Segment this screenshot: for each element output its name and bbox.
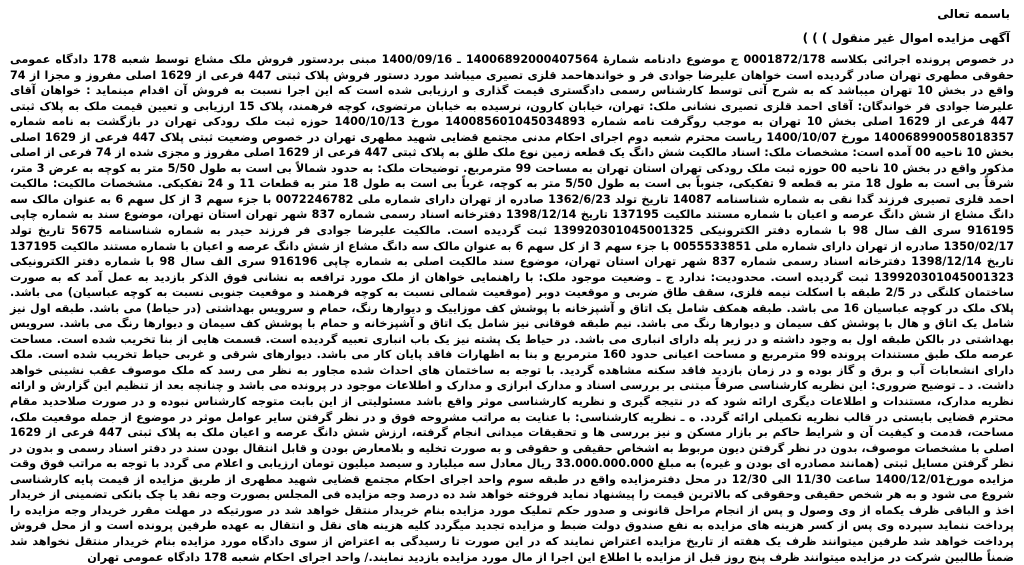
notice-body-text: در خصوص پرونده اجرائی بکلاسه 0001872/178 ج موضوع دادنامه شمارۀ 14006892000407564 ـ 1400/09/16 مبنی بردستور فروش ملک مشاع توسط شعبه 178 دادگاه عمومی حقوقی مطهری تهران صادر گردیده است خواهان علیرضا جوادی فر و خواندهاحمد قلزی تصیری میباشد مورد دستور فروش پلاک ثبتی 447 فرعی از 1629 اصلی مفروز و مجزا از 74 واقع در بخش 10 تهران میباشد که به شرح آتی توسط کارشناس رسمی دادگستری قیمت گذاری و ارزیابی شده است که این اجرا نسبت به فروش آن اقدام مینماید : خواهان آقای علیرضا جوادی فر خواندگان: آقای احمد قلزی تصیری نشانی ملک: تهران، خیابان کارون، نرسیده به خیابان مرتضوی، کوچه فرهمند، پلاک 15 ارزیابی و تعیین قیمت ملک به پلاک ثبتی 447 فرعی از 1629 اصلی بخش 10 تهران به موجب روگرفت نامه شماره 140085601045034893 مورخ 1400/10/13 حوزه ثبت ملک رودکی تهران در بازگشت به نامه شماره 140068990058018357 مورخ 1400/10/07 ریاست محترم شعبه دوم اجرای احکام مدنی مجتمع قضایی شهید مطهری تهران در خصوص وضعیت ثبتی پلاک 447 فرعی از 1629 اصلی بخش 10 ناحیه 00 آمده است: مشخصات ملک: اسناد مالکیت شش دانگ یک قطعه زمین نوع ملک طلق به پلاک ثبتی 447 فرعی از 1629 اصلی مفروز و مجزی شده از 74 فرعی از اصلی مذکور واقع در بخش 10 ناحیه 00 حوزه ثبت ملک رودکی تهران استان تهران به مساحت 99 مترمربع. توضیحات ملک: به حدود شمالاً بی است به طول 5/50 متر به کوچه به عرض 3 متر، شرقاً بی است به طول 18 متر به قطعه 9 تفکیکی، جنوباً بی است به طول 5/50 متر به کوچه، غرباً بی است به طول 18 متر به قطعات 11 و 24 تفکیکی. مشخصات مالکیت: مالکیت احمد قلزی تصیری فرزند گدا نقی به شماره شناسنامه 14087 تاریخ تولد 1362/6/23 صادره از تهران دارای شماره ملی 0072246782 با جزء سهم 3 از کل سهم 6 به عنوان مالک سه دانگ مشاع از شش دانگ عرصه و اعیان با شماره مستند مالکیت 137195 تاریخ 1398/12/14 دفترخانه اسناد رسمی شماره 837 شهر تهران استان تهران، موضوع سند به شماره چاپی 916195 سری الف سال 98 با شماره دفتر الکترونیکی 139920301045001325 ثبت گردیده است. مالکیت علیرضا جوادی فر فرزند حیدر به شماره شناسنامه 5675 تاریخ تولد 1350/02/17 صادره از تهران دارای شماره ملی 0055533851 با جزء سهم 3 از کل سهم 6 به عنوان مالک سه دانگ مشاع از شش دانگ عرصه و اعیان با شماره مستند مالکیت 137195 تاریخ 1398/12/14 دفترخانه اسناد رسمی شماره 837 شهر تهران استان تهران، موضوع سند مالکیت اصلی به شماره چاپی 916196 سری الف سال 98 با شماره دفتر الکترونیکی 139920301045001323 ثبت گردیده است. محدودیت: ندارد ج ـ وضعیت موجود ملک: با راهنمایی خواهان از ملک مورد ترافعه به نشانی فوق الذکر بازدید به عمل آمد که به صورت ساختمان کلنگی در 2/5 طبقه با اسکلت نیمه فلزی، سقف طاق ضربی و موقعیت دوبر (موقعیت شمالی نسبت به کوچه فرهمند و موقعیت جنوبی نسبت به کوچه عباسیان) می باشد. پلاک ملک در کوچه عباسیان 16 می باشد. طبقه همکف شامل یک اتاق و آشپزخانه با پوشش کف موزاییک و دیوارها رنگ، حمام و سرویس بهداشتی (در حیاط) می باشد. طبقه اول نیز شامل یک اتاق و هال با پوشش کف سیمان و دیوارها رنگ می باشد. نیم طبقه فوقانی نیز شامل یک اتاق و آشپزخانه و حمام با پوشش کف سیمان و دیوارها رنگ می باشد. سرویس بهداشتی در بالکن طبقه اول به وجود داشته و در زیر پله دارای انباری می باشد. در حیاط یک پشته نیز یک باب انباری تعبیه گردیده است. قسمت هایی از بنا تخریب شده است. مساحت عرصه ملک طبق مستندات پرونده 99 مترمربع و مساحت اعیانی حدود 160 مترمربع و بنا به اظهارات فاقد پایان کار می باشد. دیوارهای شرقی و غربی حیاط تخریب شده است. ملک دارای انشعابات آب و برق و گاز بوده و در زمان بازدید فاقد سکنه مشاهده گردید. با توجه به ساختمان های احداث شده مجاور به نظر می رسد که ملک موصوف عقب نشینی خواهد داشت. د ـ توضیح ضروری: این نظریه کارشناسی صرفاً مبتنی بر بررسی اسناد و مدارک ابرازی و مدارک و اطلاعات موجود در پرونده می باشد و چنانچه بعد از تنظیم این گزارش و ارائه نظریه مدارک، مستندات و اطلاعات دیگری ارائه شود که در نتیجه گیری و نظریه کارشناسی موثر واقع باشد مسئولیتی از این بابت متوجه کارشناس نبوده و در صورت صلاحدید مقام محترم قضایی بایستی در قالب نظریه تکمیلی ارائه گردد. ه ـ نظریه کارشناسی: با عنایت به مراتب مشروحه فوق و در نظر گرفتن سایر عوامل موثر در موضوع از جمله موقعیت ملک، مساحت، قدمت و کیفیت آن و شرایط حاکم بر بازار مسکن و نیز بررسی ها و تحقیقات میدانی انجام گرفته، ارزش شش دانگ عرصه و اعیان ملک به پلاک ثبتی 447 فرعی از 1629 اصلی با مشخصات موصوف، بدون در نظر گرفتن دیون مربوط به اشخاص حقیقی و حقوقی و به صورت تخلیه و بلامعارض بودن و قابل انتقال بودن سند در دفتر اسناد رسمی و بدون در نظر گرفتن مسایل ثبتی (همانند مصادره ای بودن و غیره) به مبلغ 33.000.000.000 ریال معادل سه میلیارد و سیصد میلیون تومان ارزیابی و اعلام می گردد با توجه به مراتب فوق وقت مزایده مورخ1400/12/01 ساعت 11/30 الی 12/30 در محل دفترمزایده واقع در طبقه سوم واحد اجرای احکام مجتمع قضایی شهید مطهری از طریق مزایده از قیمت پایه کارشناسی شروع می شود و به هر شخص حقیقی وحقوقی که بالاترین قیمت را پیشنهاد نماید فروخته خواهد شد ده درصد وجه مزایده فی المجلس بصورت وجه نقد یا چک بانکی تضمینی از خریدار اخذ و الباقی ظرف یکماه از وی وصول و پس از انجام مراحل قانونی و صدور حکم تملیک مورد مزایده بنام خریدار منتقل خواهد شد در صورتیکه در مهلت مقرر خریدار وجه مزایده را پرداخت ننماید سپرده وی پس از کسر هزینه های مزایده به نفع صندوق دولت ضبط و مزایده تجدید میگردد کلیه هزینه های نقل و انتقال به عهده طرفین پرونده است و از محل فروش پرداخت خواهد شد طرفین میتوانند ظرف یک هفته از تاریخ مزایده اعتراض نمایند که در این صورت تا رسیدگی به اعتراض از سوی دادگاه مورد مزایده بنام خریدار منتقل نخواهد شد ضمناً طالبین شرکت در مزایده میتوانند ظرف پنج روز قبل از مزایده با اطلاع این اجرا از مال مورد مزایده بازدید نمایند./ واحد اجرای احکام شعبه 178 دادگاه عمومی تهران xyxy=(10,53,1015,564)
notice-body xyxy=(10,52,1014,565)
notice-title: آگهی مزایده اموال غیر منقول ) ) ) xyxy=(802,31,1010,45)
invocation-heading: باسمه تعالی xyxy=(937,7,1010,21)
